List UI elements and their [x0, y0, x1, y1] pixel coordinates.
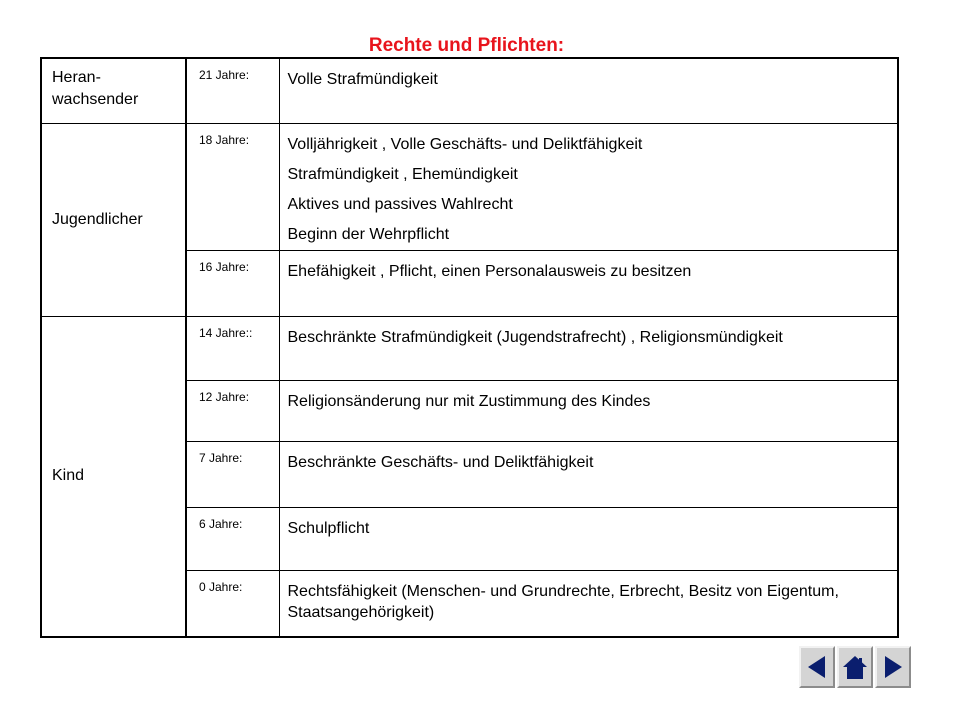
rights-cell: [279, 507, 898, 570]
rights-cell: [279, 316, 898, 380]
rights-text: Rechtsfähigkeit (Menschen- und Grundrechte, Erbrecht, Besitz von Eigentum, Staatsangehörigkeit): [287, 582, 839, 621]
next-slide-button[interactable]: [875, 646, 911, 688]
age-label: 7 Jahre:: [186, 441, 279, 507]
age-label: 14 Jahre::: [186, 316, 279, 380]
rights-cell: [279, 570, 898, 637]
group-label-jugendlicher: Jugendlicher: [41, 123, 186, 316]
age-label: 18 Jahre:: [186, 123, 279, 250]
rights-text: Beschränkte Geschäfts- und Deliktfähigkeit: [287, 453, 594, 471]
rights-text: Aktives und passives Wahlrecht: [287, 195, 513, 213]
rights-text: Schulpflicht: [287, 519, 370, 537]
rights-text: Strafmündigkeit , Ehemündigkeit: [287, 165, 518, 183]
age-label: 6 Jahre:: [186, 507, 279, 570]
rights-text: Beschränkte Strafmündigkeit (Jugendstrafrecht) , Religionsmündigkeit: [287, 328, 783, 346]
table-row: [41, 123, 898, 250]
table-row: [41, 58, 898, 123]
age-label: 21 Jahre:: [186, 58, 279, 123]
rights-text: Beginn der Wehrpflicht: [287, 225, 450, 243]
group-label-heranwachsender: Heran- wachsender: [41, 58, 186, 123]
rights-table: [40, 57, 899, 638]
rights-text: Ehefähigkeit , Pflicht, einen Personalausweis zu besitzen: [287, 262, 692, 280]
page-title: Rechte und Pflichten:: [368, 35, 565, 56]
rights-cell: [279, 250, 898, 316]
age-label: 0 Jahre:: [186, 570, 279, 637]
rights-cell: [279, 123, 898, 250]
rights-text: Religionsänderung nur mit Zustimmung des Kindes: [287, 392, 651, 410]
rights-text: Volljährigkeit , Volle Geschäfts- und Deliktfähigkeit: [287, 135, 643, 153]
age-label: 16 Jahre:: [186, 250, 279, 316]
previous-slide-button[interactable]: [799, 646, 835, 688]
age-label: 12 Jahre:: [186, 380, 279, 441]
rights-cell: [279, 380, 898, 441]
table-row: [41, 316, 898, 380]
home-button[interactable]: [837, 646, 873, 688]
rights-cell: [279, 58, 898, 123]
house-icon: [841, 653, 869, 681]
triangle-right-icon: [881, 654, 905, 680]
rights-cell: [279, 441, 898, 507]
rights-text: Volle Strafmündigkeit: [287, 71, 438, 88]
triangle-left-icon: [805, 654, 829, 680]
group-label-kind: Kind: [41, 316, 186, 637]
